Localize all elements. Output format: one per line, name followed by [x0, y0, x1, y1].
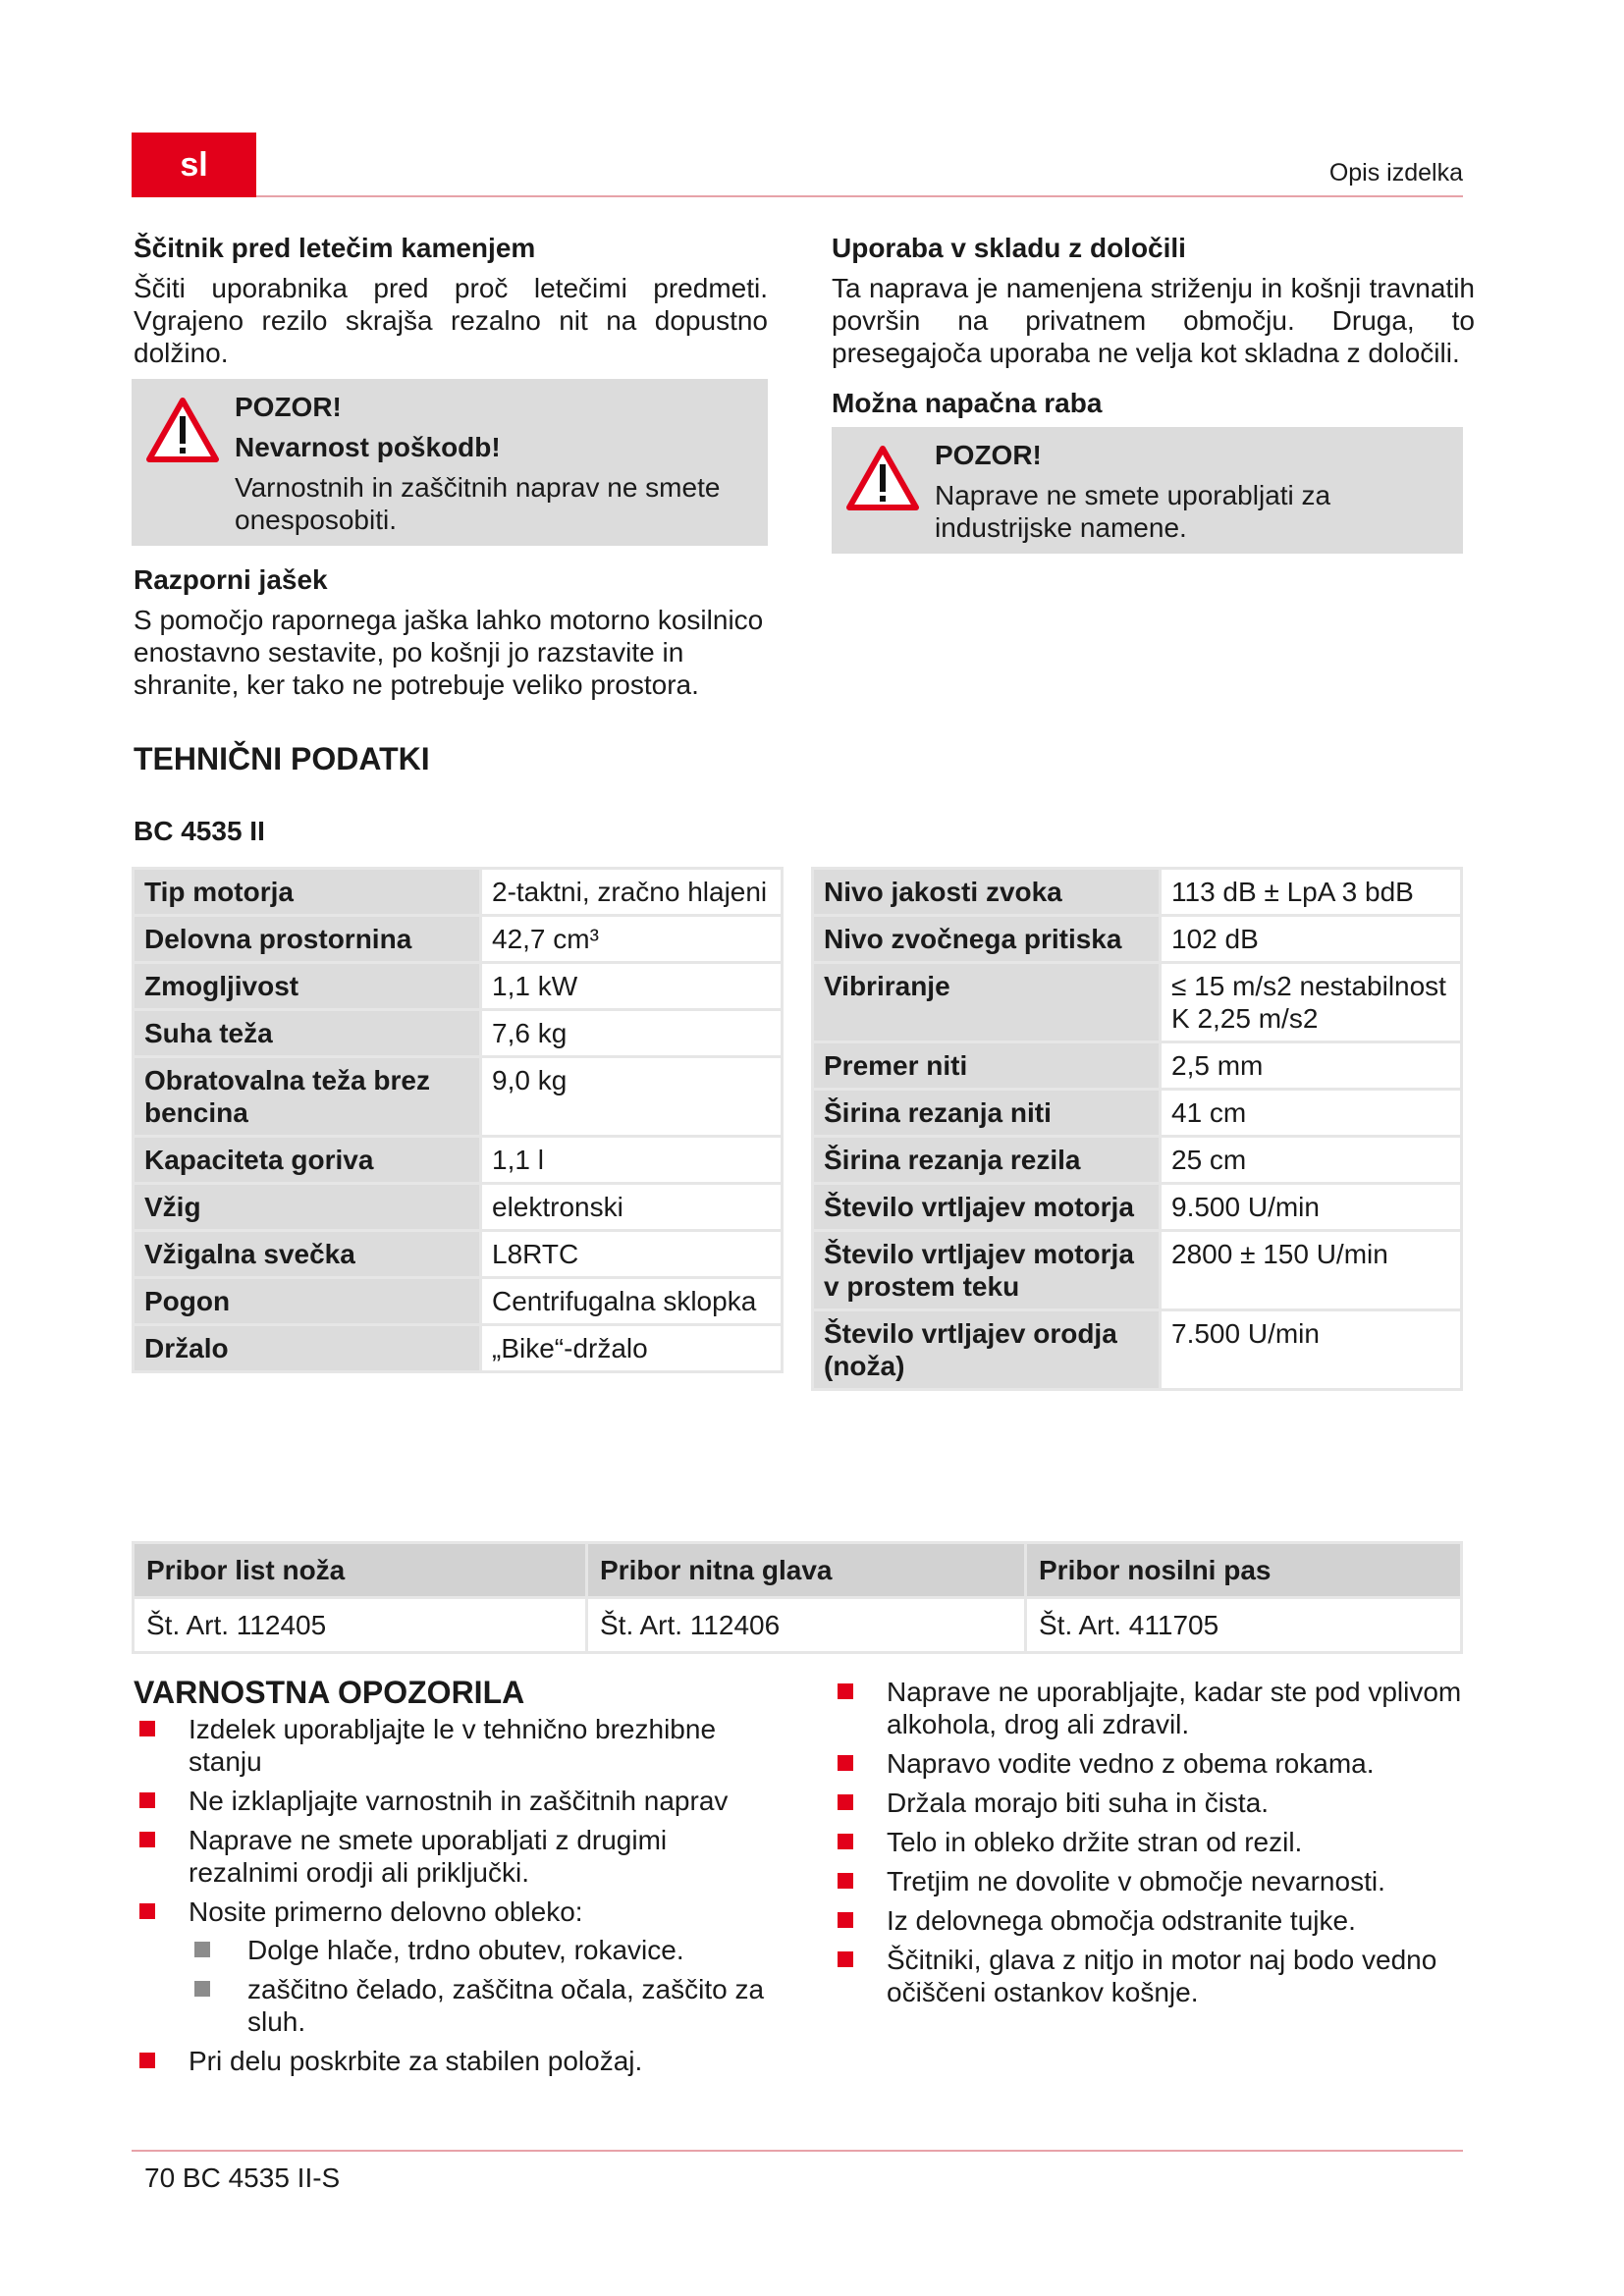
spec-label-text: Držalo [144, 1333, 229, 1363]
spec-label [134, 1057, 481, 1137]
spec-value: 25 cm [1161, 1137, 1462, 1184]
misuse-title: Možna napačna raba [832, 388, 1103, 418]
language-tab: sl [132, 133, 256, 197]
accessory-article: Št. Art. 411705 [1026, 1598, 1462, 1653]
warning-title: POZOR! [935, 440, 1042, 470]
spacer-title: Razporni jašek [134, 564, 328, 595]
spec-label-text: Premer niti [824, 1050, 968, 1081]
spec-label [134, 1325, 481, 1372]
spec-label [134, 869, 481, 916]
bullet-icon [139, 2053, 155, 2068]
list-item-text: Tretjim ne dovolite v območje nevarnosti. [887, 1866, 1385, 1896]
spec-value: 41 cm [1161, 1090, 1462, 1137]
bullet-icon [838, 1794, 853, 1810]
safety-left [134, 1677, 772, 2084]
spec-value: 1,1 l [481, 1137, 783, 1184]
warning-title: POZOR! [235, 392, 342, 422]
spec-value: L8RTC [481, 1231, 783, 1278]
accessories-table [132, 1541, 1463, 1654]
spec-label [134, 1278, 481, 1325]
bullet-icon [194, 1981, 210, 1997]
spec-label [813, 1310, 1161, 1390]
spec-label-text: Nivo jakosti zvoka [824, 877, 1062, 907]
intended-use-text: Ta naprava je namenjena striženju in košnji travnatih površin na privatnem območju. Druga, to presegajoča uporaba ne velja kot skladna z določili. [832, 273, 1475, 368]
spec-row [134, 1057, 783, 1137]
list-item-text: Iz delovnega območja odstranite tujke. [887, 1905, 1356, 1936]
spec-row [134, 1137, 783, 1184]
spec-row [813, 869, 1462, 916]
right-column [832, 232, 1480, 571]
bullet-icon [838, 1912, 853, 1928]
spec-value: elektronski [481, 1184, 783, 1231]
spec-label [134, 1184, 481, 1231]
bullet-icon [139, 1792, 155, 1808]
bullet-icon [838, 1755, 853, 1771]
list-item [832, 1676, 1470, 1740]
stone-guard-title: Ščitnik pred letečim kamenjem [134, 233, 536, 263]
spec-row [134, 869, 783, 916]
spec-label [813, 916, 1161, 963]
spec-label [134, 1010, 481, 1057]
spec-value: 7.500 U/min [1161, 1310, 1462, 1390]
bullet-icon [139, 1903, 155, 1919]
spec-label [813, 1090, 1161, 1137]
bullet-icon [838, 1951, 853, 1967]
list-item-text: Izdelek uporabljajte le v tehnično brezhibne stanju [189, 1714, 717, 1777]
list-item-text: Ščitniki, glava z nitjo in motor naj bodo vedno očiščeni ostankov košnje. [887, 1945, 1437, 2007]
accessories-header-row [134, 1543, 1462, 1598]
list-item [134, 1713, 772, 1778]
spec-row [134, 1325, 783, 1372]
section-label: Opis izdelka [1328, 159, 1463, 187]
spec-value: 113 dB ± LpA 3 bdB [1161, 869, 1462, 916]
stone-guard-text: Ščiti uporabnika pred proč letečimi predmeti. Vgrajeno rezilo skrajša rezalno nit na dopustno dolžino. [134, 273, 768, 368]
list-item-text: Naprave ne smete uporabljati z drugimi rezalnimi orodji ali priključki. [189, 1825, 668, 1888]
spec-label-text: Vžig [144, 1192, 201, 1222]
warning-triangle-icon [845, 445, 920, 511]
accessory-article: Št. Art. 112406 [587, 1598, 1026, 1653]
spec-value: 102 dB [1161, 916, 1462, 963]
spec-label-text: Širina rezanja rezila [824, 1145, 1081, 1175]
warning-box [832, 427, 1463, 554]
spec-label [813, 1042, 1161, 1090]
spec-label-text: Nivo zvočnega pritiska [824, 924, 1122, 954]
spec-label [813, 1137, 1161, 1184]
spec-value: 7,6 kg [481, 1010, 783, 1057]
safety-right [832, 1676, 1470, 2015]
spec-value: 9.500 U/min [1161, 1184, 1462, 1231]
list-item [832, 1747, 1470, 1780]
list-item [832, 1826, 1470, 1858]
spec-row [134, 1184, 783, 1231]
spec-label [813, 963, 1161, 1042]
spec-row [813, 916, 1462, 963]
spec-row [134, 963, 783, 1010]
spacer-text: S pomočjo rapornega jaška lahko motorno kosilnico enostavno sestavite, po košnji jo razstavite in shranite, ker tako ne potrebuje veliko prostora. [134, 605, 764, 700]
tech-title: TEHNIČNI PODATKI [134, 741, 430, 776]
spec-label-text: Suha teža [144, 1018, 273, 1048]
list-item [134, 1785, 772, 1817]
spec-row [813, 963, 1462, 1042]
spec-row [813, 1042, 1462, 1090]
spec-label-text: Število vrtljajev orodja (noža) [824, 1318, 1117, 1381]
spec-label-text: Vžigalna svečka [144, 1239, 355, 1269]
list-item-text: Nosite primerno delovno obleko: [189, 1896, 583, 1927]
spec-row [134, 1010, 783, 1057]
spec-row [813, 1137, 1462, 1184]
list-item [832, 1944, 1470, 2008]
bullet-icon [838, 1683, 853, 1699]
spec-label [134, 916, 481, 963]
spec-value: 2800 ± 150 U/min [1161, 1231, 1462, 1310]
spec-label-text: Število vrtljajev motorja [824, 1192, 1134, 1222]
spec-row [813, 1090, 1462, 1137]
spec-row [813, 1231, 1462, 1310]
footer-text: 70 BC 4535 II-S [144, 2163, 341, 2193]
list-item-text: Naprave ne uporabljajte, kadar ste pod vplivom alkohola, drog ali zdravil. [887, 1677, 1462, 1739]
list-item-text: Pri delu poskrbite za stabilen položaj. [189, 2046, 643, 2076]
spec-label-text: Obratovalna teža brez bencina [144, 1065, 430, 1128]
list-item-text: Napravo vodite vedno z obema rokama. [887, 1748, 1375, 1779]
spec-value: 9,0 kg [481, 1057, 783, 1137]
spec-value: 2-taktni, zračno hlajeni [481, 869, 783, 916]
spec-label-text: Pogon [144, 1286, 231, 1316]
spec-label [813, 1231, 1161, 1310]
spec-label-text: Širina rezanja niti [824, 1097, 1052, 1128]
spec-value: 1,1 kW [481, 963, 783, 1010]
list-item [832, 1787, 1470, 1819]
spec-label [134, 1231, 481, 1278]
bullet-icon [139, 1832, 155, 1847]
spec-label-text: Tip motorja [144, 877, 294, 907]
warning-triangle-icon [145, 397, 220, 463]
intended-use-title: Uporaba v skladu z določili [832, 233, 1186, 263]
list-item [134, 1824, 772, 1889]
spec-label [813, 869, 1161, 916]
list-item-text: Dolge hlače, trdno obutev, rokavice. [247, 1935, 684, 1965]
list-item [832, 1865, 1470, 1897]
spec-value: Centrifugalna sklopka [481, 1278, 783, 1325]
bullet-icon [838, 1834, 853, 1849]
spec-label [134, 963, 481, 1010]
spec-label [134, 1137, 481, 1184]
bullet-icon [194, 1942, 210, 1957]
spec-row [813, 1184, 1462, 1231]
spec-value: 2,5 mm [1161, 1042, 1462, 1090]
bullet-icon [838, 1873, 853, 1889]
spec-label-text: Število vrtljajev motorja v prostem teku [824, 1239, 1134, 1302]
spec-value: 42,7 cm³ [481, 916, 783, 963]
sub-list-item [189, 1934, 772, 1966]
accessory-header: Pribor nitna glava [587, 1543, 1026, 1598]
spec-row [813, 1310, 1462, 1390]
list-item-text: Telo in obleko držite stran od rezil. [887, 1827, 1303, 1857]
bullet-icon [139, 1721, 155, 1736]
spec-row [134, 1278, 783, 1325]
warning-subtitle: Nevarnost poškodb! [235, 432, 501, 462]
list-item [134, 2045, 772, 2077]
list-item-text: Ne izklapljajte varnostnih in zaščitnih naprav [189, 1786, 729, 1816]
list-item [832, 1904, 1470, 1937]
spec-label-text: Zmogljivost [144, 971, 299, 1001]
list-item-text: Držala morajo biti suha in čista. [887, 1788, 1270, 1818]
list-item-text: zaščitno čelado, zaščitna očala, zaščito za sluh. [247, 1974, 765, 2037]
spec-label-text: Kapaciteta goriva [144, 1145, 374, 1175]
warning-box [132, 379, 768, 546]
spec-table-right [811, 867, 1463, 1391]
accessories-value-row [134, 1598, 1462, 1653]
warning-text: Naprave ne smete uporabljati za industrijske namene. [935, 480, 1331, 543]
spec-row [134, 1231, 783, 1278]
spec-value: ≤ 15 m/s2 nestabilnost K 2,25 m/s2 [1161, 963, 1462, 1042]
accessory-header: Pribor list noža [134, 1543, 587, 1598]
sub-list-item [189, 1973, 772, 2038]
accessory-article: Št. Art. 112405 [134, 1598, 587, 1653]
spec-label [813, 1184, 1161, 1231]
footer-divider [132, 2150, 1463, 2152]
accessory-header: Pribor nosilni pas [1026, 1543, 1462, 1598]
safety-title: VARNOSTNA OPOZORILA [134, 1675, 525, 1710]
header-divider [256, 195, 1463, 197]
spec-row [134, 916, 783, 963]
spec-table-left [132, 867, 784, 1373]
warning-text: Varnostnih in zaščitnih naprav ne smete onesposobiti. [235, 472, 721, 535]
spec-label-text: Delovna prostornina [144, 924, 412, 954]
model-name: BC 4535 II [134, 816, 265, 846]
list-item [134, 1896, 772, 2038]
spec-label-text: Vibriranje [824, 971, 950, 1001]
left-column [134, 232, 768, 701]
spec-value: „Bike“-držalo [481, 1325, 783, 1372]
